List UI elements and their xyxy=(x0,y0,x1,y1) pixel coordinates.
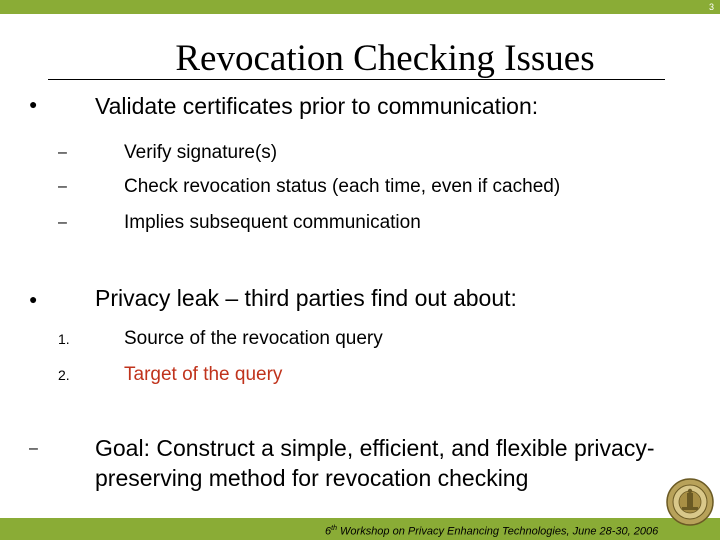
dash-marker: – xyxy=(58,214,67,231)
number-marker: 1. xyxy=(58,331,70,347)
footer-caption: Workshop on Privacy Enhancing Technologies, June 28-30, 2006 xyxy=(336,525,659,538)
slide-number: 3 xyxy=(708,2,714,12)
footer-ordinal: 6 xyxy=(325,525,332,538)
footer-superscript: th xyxy=(331,525,337,532)
university-seal-icon xyxy=(666,478,714,526)
subitem-text-highlight: Target of the query xyxy=(124,364,283,385)
bullet-text: Validate certificates prior to communication: xyxy=(95,93,539,119)
bullet-icon: ● xyxy=(29,291,38,307)
goal-text: Goal: Construct a simple, efficient, and flexible privacy-preserving method for revocation checking xyxy=(95,435,655,491)
dash-marker: – xyxy=(58,144,67,161)
title-underline xyxy=(48,79,665,80)
subitem-text: Verify signature(s) xyxy=(124,142,278,163)
footer-text xyxy=(325,520,658,541)
dash-marker: – xyxy=(58,178,67,195)
dash-marker: – xyxy=(29,440,38,457)
subitem-text: Source of the revocation query xyxy=(124,328,383,349)
number-marker: 2. xyxy=(58,367,70,383)
subitem-text: Implies subsequent communication xyxy=(124,212,421,233)
slide-title: Revocation Checking Issues xyxy=(175,38,595,79)
bullet-icon: ● xyxy=(29,96,38,112)
subitem-text: Check revocation status (each time, even if cached) xyxy=(124,176,561,197)
top-bar xyxy=(0,0,720,14)
bullet-text: Privacy leak – third parties find out about: xyxy=(95,285,517,311)
